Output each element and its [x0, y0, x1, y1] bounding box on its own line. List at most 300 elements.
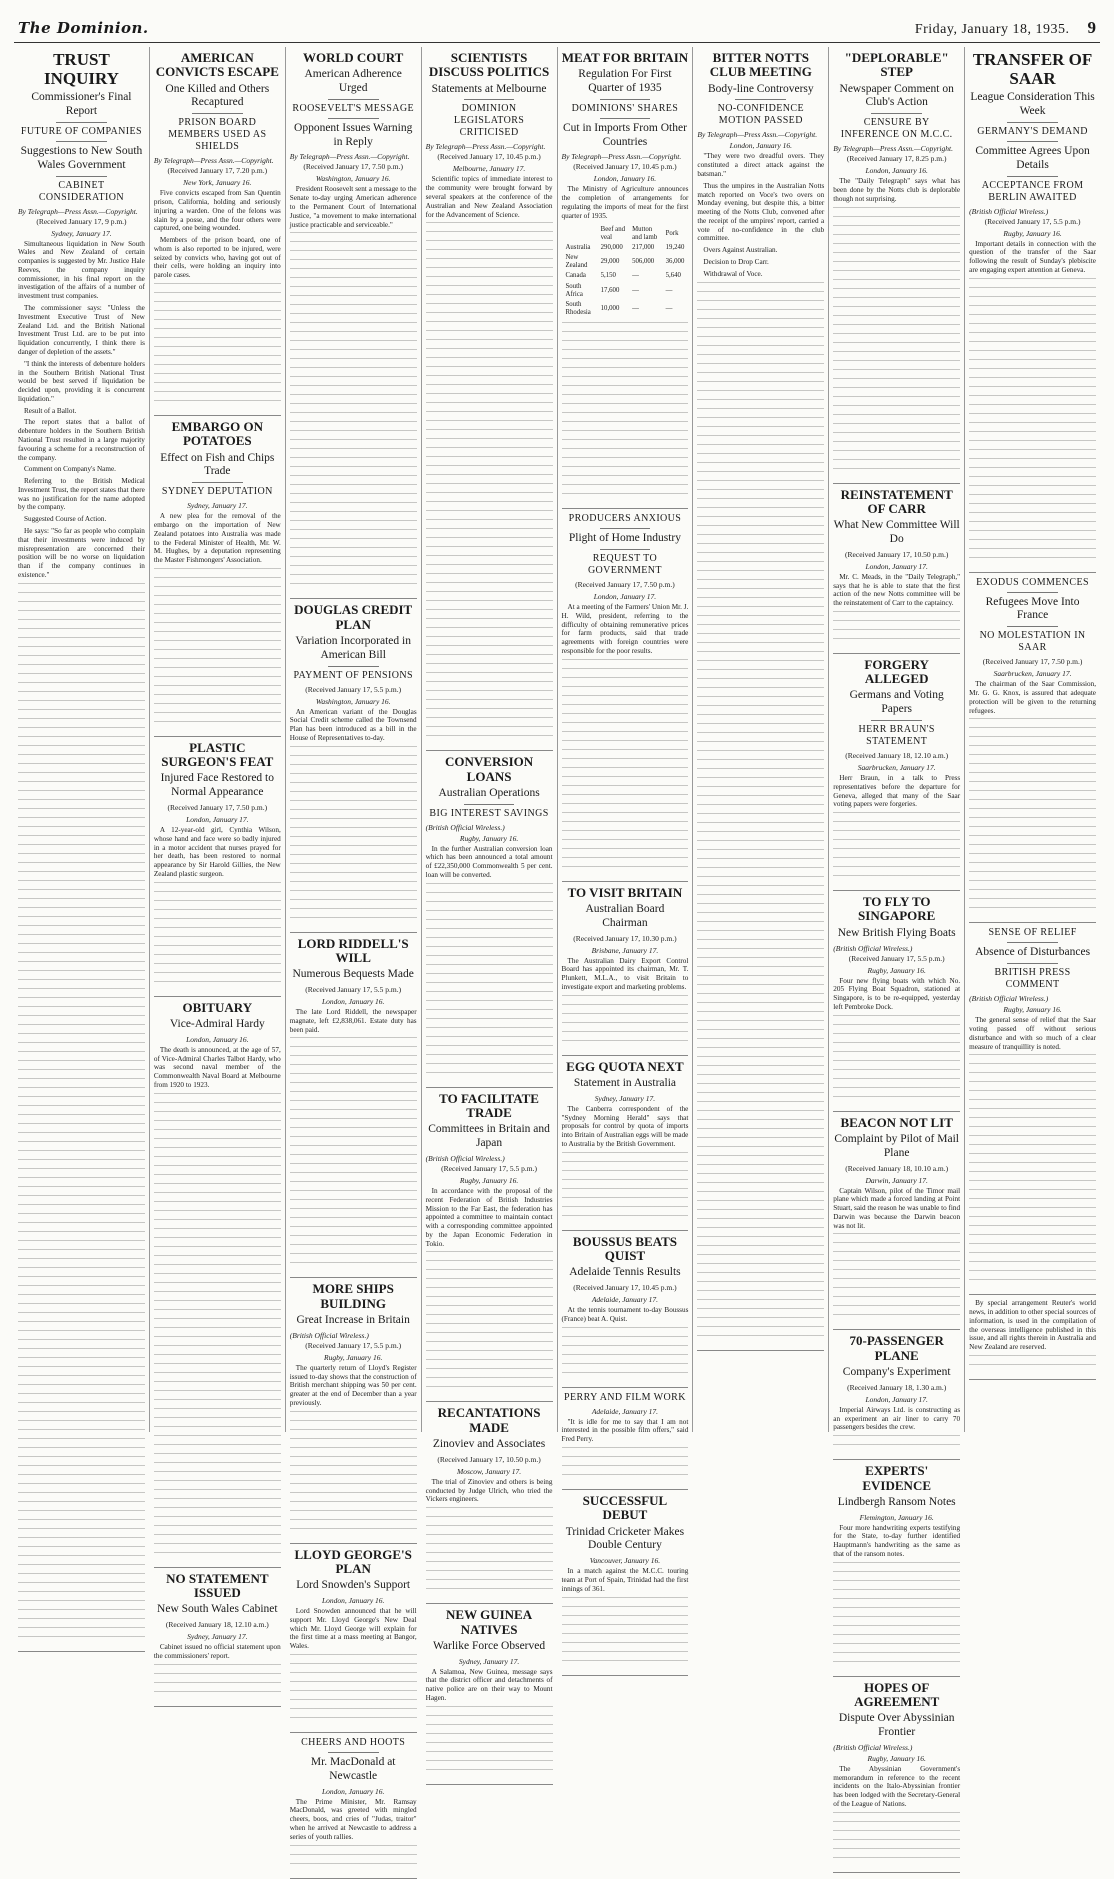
- article: [290, 1282, 417, 1543]
- wire-credit: By Telegraph—Press Assn.—Copyright.: [153, 156, 274, 166]
- divider-rule: [56, 141, 107, 142]
- article: [18, 51, 145, 1652]
- headline: FORGERY ALLEGED: [864, 656, 929, 687]
- subheadline: Opponent Issues Warning in Reply: [294, 121, 413, 148]
- dateline: Melbourne, January 17.: [452, 164, 526, 174]
- body-text-lines: [426, 883, 553, 1081]
- masthead: [14, 18, 1100, 43]
- subheadline: Refugees Move Into France: [985, 595, 1080, 622]
- received-time: (Received January 17, 5.5 p.m.): [984, 216, 1081, 226]
- divider-rule: [464, 99, 515, 100]
- headline: MEAT FOR BRITAIN: [561, 50, 689, 65]
- subheadline: Great Increase in Britain: [296, 1314, 410, 1327]
- article: [562, 1235, 689, 1388]
- headline: "DEPLORABLE" STEP: [844, 50, 949, 80]
- dateline: London, January 17.: [865, 561, 928, 571]
- subheadline: DOMINIONS' SHARES: [571, 102, 679, 114]
- article-paragraph: A new plea for the removal of the embargo on the importation of New Zealand potatoes into Australia was made to the Federal Minister of Health, Mr. W. M. Hughes, by a deputation representing the Master Fishmongers' Association.: [153, 512, 281, 565]
- dateline: Adelaide, January 17.: [591, 1406, 659, 1416]
- table-cell: Beef and veal: [600, 225, 625, 241]
- received-time: (Received January 17, 5.5 p.m.): [305, 684, 402, 694]
- divider-rule: [871, 720, 922, 721]
- table-cell: Australia: [565, 243, 591, 251]
- article: [562, 1392, 689, 1490]
- body-text-lines: [833, 1015, 960, 1105]
- received-time: (Received January 17, 5.5 p.m.): [305, 1340, 402, 1350]
- divider-rule: [1007, 963, 1058, 964]
- article-paragraph: Result of a Ballot.: [24, 406, 77, 415]
- table-cell: —: [665, 286, 673, 294]
- article-paragraph: The Canberra correspondent of the "Sydney Morning Herald" says that proposals for control by quota of imports into Britain of Australian eggs will be made to Australia by the British Government.: [561, 1104, 689, 1148]
- divider-rule: [328, 118, 379, 119]
- article: [562, 51, 689, 509]
- table-row: [564, 301, 687, 317]
- wire-credit: (British Official Wireless.): [969, 994, 1049, 1004]
- table-cell: 290,000: [600, 243, 623, 251]
- paper-title: The Dominion.: [18, 19, 149, 37]
- received-time: (Received January 17, 5.5 p.m.): [441, 1164, 537, 1173]
- subheadline: PAYMENT OF PENSIONS: [293, 669, 413, 681]
- article: [290, 1548, 417, 1733]
- headline: SUCCESSFUL DEBUT: [582, 1492, 668, 1523]
- body-text-lines: [154, 882, 281, 990]
- body-text-lines: [833, 1812, 960, 1866]
- subheadline: Australian Board Chairman: [585, 902, 665, 929]
- divider-rule: [1007, 626, 1058, 627]
- wire-credit: (British Official Wireless.): [969, 206, 1049, 216]
- subheadline: Warlike Force Observed: [433, 1639, 546, 1652]
- article-paragraph: President Roosevelt sent a message to the Senate to-day urging American adherence to the Permanent Court of International Justice, "a movement to make international justice practicable and serviceable.": [289, 185, 417, 229]
- headline: SCIENTISTS DISCUSS POLITICS: [428, 50, 550, 80]
- subheadline: League Consideration This Week: [970, 91, 1095, 118]
- dateline: Moscow, January 17.: [457, 1466, 522, 1476]
- table-cell: South Rhodesia: [565, 300, 591, 317]
- article-paragraph: He says: "So far as people who complain that their investments were induced by misrepresentation are concerned their position will be no worse on liquidation than if the company continues in existence.": [18, 527, 145, 579]
- subheadline: Dispute Over Abyssinian Frontier: [838, 1712, 955, 1739]
- article: [154, 420, 281, 737]
- wire-credit: By Telegraph—Press Assn.—Copyright.: [289, 152, 410, 162]
- subheadline: Mr. MacDonald at Newcastle: [310, 1756, 396, 1782]
- dateline: Rugby, January 16.: [867, 965, 926, 975]
- column: [693, 47, 829, 1432]
- wire-credit: (British Official Wireless.): [425, 822, 505, 832]
- table-cell: 19,240: [665, 243, 685, 251]
- table-cell: Pork: [665, 229, 679, 237]
- subheadline: DOMINION LEGISLATORS CRITICISED: [453, 103, 525, 139]
- dateline: Rugby, January 16.: [1003, 228, 1062, 238]
- body-text-lines: [154, 1664, 281, 1700]
- body-text-lines: [290, 1411, 417, 1537]
- subheadline: What New Committee Will Do: [833, 519, 960, 545]
- subheadline: HERR BRAUN'S STATEMENT: [858, 724, 935, 748]
- body-text-lines: [562, 1152, 689, 1224]
- headline: TRUST INQUIRY: [43, 50, 119, 88]
- headline: WORLD COURT: [303, 50, 404, 65]
- subheadline: Numerous Bequests Made: [292, 968, 414, 981]
- article-paragraph: The death is announced, at the age of 57, of Vice-Admiral Charles Talbot Hardy, who was second naval member of the Commonwealth Naval Board at Melbourne from 1920 to 1923.: [153, 1045, 281, 1089]
- table-row: [564, 283, 687, 299]
- subheadline: Committee Agrees Upon Details: [975, 144, 1090, 171]
- body-text-lines: [154, 283, 281, 409]
- subheadline: Zinoviev and Associates: [432, 1438, 546, 1451]
- received-time: (Received January 17, 10.30 p.m.): [573, 933, 677, 943]
- article-paragraph: The late Lord Riddell, the newspaper magnate, left £2,838,061. Estate duty has been paid.: [289, 1008, 417, 1034]
- subheadline: Statements at Melbourne: [431, 82, 547, 95]
- dateline: Rugby, January 16.: [459, 1176, 519, 1185]
- headline: NO STATEMENT ISSUED: [166, 1570, 269, 1601]
- article-paragraph: The chairman of the Saar Commission, Mr. G. G. Knox, is assured that adequate protection will be given to the returning refugees.: [969, 680, 1096, 715]
- table-cell: 5,150: [600, 272, 616, 280]
- table-cell: 506,000: [632, 258, 655, 266]
- article-paragraph: The quarterly return of Lloyd's Register issued to-day shows that the construction of British merchant shipping was 50 per cent. greater at the end of December than a year previously.: [289, 1363, 417, 1407]
- data-table: [562, 224, 689, 320]
- subheadline: Regulation For First Quarter of 1935: [578, 68, 672, 95]
- dateline: Sydney, January 17.: [458, 1656, 520, 1666]
- received-time: (Received January 18, 1.30 a.m.): [847, 1382, 947, 1392]
- headline: TO FACILITATE TRADE: [439, 1090, 539, 1121]
- article-paragraph: Overs Against Australian.: [703, 246, 778, 255]
- headline: LORD RIDDELL'S WILL: [297, 935, 409, 965]
- dateline: Sydney, January 17.: [594, 1093, 656, 1103]
- table-cell: South Africa: [565, 282, 583, 298]
- dateline: Flemington, January 16.: [859, 1512, 934, 1522]
- article: [426, 755, 553, 1088]
- headline: LLOYD GEORGE'S PLAN: [294, 1546, 412, 1577]
- headline: DOUGLAS CREDIT PLAN: [294, 602, 413, 632]
- subheadline: NO-CONFIDENCE MOTION PASSED: [717, 103, 804, 127]
- subheadline: BIG INTEREST SAVINGS: [429, 807, 549, 819]
- subheadline: CHEERS AND HOOTS: [301, 1737, 406, 1749]
- subheadline: Absence of Disturbances: [975, 946, 1091, 959]
- article-paragraph: "It is idle for me to say that I am not interested in the possible film offers," said Fred Perry.: [561, 1417, 689, 1444]
- body-text-lines: [562, 995, 689, 1049]
- article-paragraph: Four more handwriting experts testifying for the State, to-day further identified Hauptmann's handwriting as the same as that of the ransom notes.: [833, 1523, 961, 1558]
- headline: CONVERSION LOANS: [445, 754, 534, 784]
- headline: REINSTATEMENT OF CARR: [840, 486, 953, 516]
- wire-credit: By Telegraph—Press Assn.—Copyright.: [833, 144, 953, 154]
- body-text-lines: [290, 1845, 417, 1872]
- article: [290, 1737, 417, 1879]
- subheadline: PRISON BOARD MEMBERS USED AS SHIELDS: [168, 117, 267, 153]
- wire-credit: By Telegraph—Press Assn.—Copyright.: [18, 206, 138, 216]
- subheadline: Variation Incorporated in American Bill: [295, 634, 411, 661]
- article: [969, 51, 1096, 573]
- article: [969, 927, 1096, 1295]
- subheadline: PRODUCERS ANXIOUS: [568, 513, 682, 525]
- subheadline: New South Wales Cabinet: [157, 1603, 278, 1616]
- article: [833, 1334, 960, 1460]
- subheadline: Body-line Controversy: [707, 82, 814, 95]
- article: [833, 488, 960, 654]
- dateline: London, January 16.: [321, 1596, 385, 1606]
- dateline: Washington, January 16.: [315, 174, 391, 184]
- table-cell: 10,000: [600, 304, 620, 312]
- subheadline: FUTURE OF COMPANIES: [20, 125, 143, 137]
- body-text-lines: [833, 1233, 960, 1323]
- table-cell: 29,000: [600, 258, 620, 266]
- body-text-lines: [833, 1562, 960, 1670]
- table-row: [564, 226, 687, 242]
- article-paragraph: The Ministry of Agriculture announces the completion of arrangements for regulating the imports of meat for the first quarter of 1935.: [561, 185, 689, 220]
- body-text-lines: [969, 278, 1096, 566]
- dateline: Sydney, January 17.: [187, 501, 248, 511]
- article: [426, 51, 553, 751]
- subheadline: NO MOLESTATION IN SAAR: [979, 630, 1086, 654]
- subheadline: Statement in Australia: [573, 1076, 677, 1089]
- subheadline: Vice-Admiral Hardy: [169, 1018, 265, 1031]
- table-cell: —: [665, 304, 673, 312]
- article: [290, 937, 417, 1279]
- column: [558, 47, 694, 1593]
- received-time: (Received January 17, 9 p.m.): [36, 216, 127, 226]
- article-paragraph: "I think the interests of debenture holders in the Southern British National Trust would be best served if liquidation be decided upon, providing it is concurrent liquidation.": [18, 359, 145, 403]
- dateline: Rugby, January 16.: [867, 1753, 926, 1763]
- body-text-lines: [833, 207, 960, 477]
- table-cell: 17,600: [600, 286, 620, 294]
- divider-rule: [1007, 141, 1058, 142]
- subheadline: CENSURE BY INFERENCE ON M.C.C.: [840, 117, 953, 141]
- received-time: (Received January 17, 7.50 p.m.): [167, 803, 268, 813]
- article-paragraph: Referring to the British Medical Investment Trust, the report states that there was no justification for the name adopted by the company.: [18, 477, 145, 512]
- columns: [14, 47, 1100, 1841]
- dateline: London, January 16.: [593, 174, 657, 184]
- wire-credit: (British Official Wireless.): [289, 1330, 369, 1340]
- table-cell: Canada: [565, 272, 586, 280]
- body-text-lines: [426, 222, 553, 744]
- dateline: Darwin, January 17.: [865, 1175, 928, 1185]
- body-text-lines: [426, 1251, 553, 1395]
- subheadline: Lord Snowden's Support: [296, 1579, 411, 1592]
- dateline: London, January 17.: [865, 1394, 928, 1404]
- column: [14, 47, 150, 1432]
- subheadline: Plight of Home Industry: [568, 532, 681, 545]
- article: [426, 1092, 553, 1403]
- headline: NEW GUINEA NATIVES: [446, 1607, 533, 1637]
- body-text-lines: [290, 232, 417, 592]
- subheadline: Lindbergh Ransom Notes: [837, 1495, 956, 1508]
- article-paragraph: Decision to Drop Carr.: [703, 257, 769, 266]
- body-text-lines: [562, 1597, 689, 1669]
- dateline: London, January 17.: [186, 815, 249, 825]
- subheadline: Company's Experiment: [842, 1366, 951, 1379]
- received-time: (Received January 18, 12.10 a.m.): [165, 1620, 269, 1630]
- body-text-lines: [562, 1327, 689, 1381]
- divider-rule: [328, 99, 379, 100]
- article-paragraph: An American variant of the Douglas Social Credit scheme called the Townsend Plan has been introduced as a bill in the House of Representatives to-day.: [289, 707, 417, 742]
- table-cell: 36,000: [665, 258, 685, 266]
- body-text-lines: [969, 1054, 1096, 1288]
- body-text-lines: [18, 583, 145, 1645]
- article-paragraph: The Prime Minister, Mr. Ramsay MacDonald, was greeted with mingled cheers, boos, and cries of "Judas, traitor" when he arrived at Newcastle to address a series of youth rallies.: [289, 1797, 417, 1841]
- received-time: (Received January 17, 7.50 p.m.): [982, 657, 1083, 667]
- article-paragraph: The general sense of relief that the Saar voting passed off without serious disturbance and with so much of a clear measure of tranquillity is noted.: [969, 1016, 1096, 1051]
- body-text-lines: [426, 1706, 553, 1778]
- received-time: (Received January 17, 7.20 p.m.): [167, 166, 268, 176]
- table-row: [564, 272, 687, 280]
- article: [833, 1116, 960, 1331]
- divider-rule: [1007, 176, 1058, 177]
- headline: EGG QUOTA NEXT: [566, 1058, 684, 1074]
- divider-rule: [871, 113, 922, 114]
- article-paragraph: In the further Australian conversion loan which has been announced a total amount of £22,350,000 Commonwealth 5 per cent. loan will be converted.: [425, 844, 553, 880]
- article-paragraph: Imperial Airways Ltd. is constructing as an experiment an air liner to carry 70 passengers besides the crew.: [833, 1405, 961, 1432]
- divider-rule: [192, 482, 243, 483]
- wire-credit: (British Official Wireless.): [425, 1154, 505, 1163]
- headline: MORE SHIPS BUILDING: [312, 1281, 394, 1311]
- headline: HOPES OF AGREEMENT: [854, 1679, 940, 1710]
- subheadline: SYDNEY DEPUTATION: [161, 486, 273, 498]
- received-time: (Received January 18, 10.10 a.m.): [845, 1163, 949, 1173]
- article: [833, 895, 960, 1112]
- article-paragraph: The Abyssinian Government's memorandum in reference to the recent incidents on the Italo-Abyssinian frontier has been lodged with the Secretary-General of the League of Nations.: [833, 1764, 961, 1809]
- article: [562, 513, 689, 881]
- headline: EMBARGO ON POTATOES: [171, 419, 263, 449]
- article-paragraph: The report states that a ballot of debenture holders in the Southern British National Trust resulted in a large majority favouring a scheme for a reconstruction of the company.: [18, 418, 145, 462]
- article: [426, 1406, 553, 1604]
- received-time: (Received January 17, 10.45 p.m.): [573, 162, 677, 172]
- received-time: (Received January 17, 8.25 p.m.): [846, 154, 947, 164]
- subheadline: GERMANY'S DEMAND: [977, 125, 1088, 137]
- article: [969, 577, 1096, 924]
- dateline: Brisbane, January 17.: [591, 945, 659, 955]
- article: [290, 51, 417, 599]
- dateline: Saarbrucken, January 17.: [993, 669, 1072, 679]
- divider-rule: [600, 549, 651, 550]
- article-paragraph: Mr. C. Meads, in the "Daily Telegraph," says that he is able to state that the first action of the new Notts committee will be the reinstatement of Carr to the captaincy.: [833, 572, 961, 608]
- headline: EXPERTS' EVIDENCE: [862, 1463, 931, 1493]
- body-text-lines: [154, 1093, 281, 1561]
- subheadline: Committees in Britain and Japan: [428, 1123, 550, 1150]
- article-paragraph: Scientific topics of immediate interest to the community were brought forward by several speakers at the conference of the Australian and New Zealand Association for the Advancement of Science.: [425, 175, 553, 219]
- dateline: London, January 17.: [593, 591, 657, 601]
- subheadline: REQUEST TO GOVERNMENT: [587, 552, 662, 576]
- dateline: London, January 16.: [321, 997, 385, 1007]
- article: [154, 1572, 281, 1707]
- article: [154, 51, 281, 416]
- wire-credit: By Telegraph—Press Assn.—Copyright.: [425, 142, 546, 152]
- wire-credit: (British Official Wireless.): [833, 943, 913, 953]
- headline: BOUSSUS BEATS QUIST: [572, 1233, 678, 1263]
- table-cell: [564, 226, 597, 242]
- body-text-lines: [562, 659, 689, 875]
- headline: BEACON NOT LIT: [840, 1114, 953, 1130]
- dateline: Saarbrucken, January 17.: [857, 763, 936, 773]
- column: [965, 47, 1100, 1432]
- article-paragraph: The Australian Dairy Export Control Board has appointed its chairman, Mr. T. Plunkett, M.L.A., to visit Britain to investigate export and marketing problems.: [561, 956, 689, 991]
- headline: 70-PASSENGER PLANE: [849, 1333, 944, 1363]
- subheadline: Commissioner's Final Report: [31, 91, 132, 118]
- received-time: (Received January 17, 10.45 p.m.): [437, 152, 541, 162]
- article-paragraph: By special arrangement Reuter's world news, in addition to other special sources of information, is used in the compilation of the overseas intelligence published in this issue, and all rights therein in Australia and New Zealand are reserved.: [969, 1299, 1096, 1352]
- subheadline: Effect on Fish and Chips Trade: [160, 451, 275, 478]
- article: [833, 1464, 960, 1677]
- subheadline: New British Flying Boats: [837, 926, 956, 939]
- subheadline: BRITISH PRESS COMMENT: [994, 967, 1071, 991]
- article-paragraph: A Salamoa, New Guinea, message says that the district officer and detachments of native police are on their way to Mount Hagen.: [425, 1667, 553, 1702]
- table-cell: 217,000: [632, 243, 655, 251]
- article: [562, 1494, 689, 1676]
- article: [154, 1001, 281, 1568]
- divider-rule: [735, 99, 786, 100]
- dateline: Sydney, January 17.: [51, 228, 112, 238]
- table-cell: New Zealand: [565, 254, 588, 270]
- article-paragraph: A 12-year-old girl, Cynthia Wilson, whose hand and face were so badly injured in a motor accident that nurses prayed for her death, has been restored to normal appearance by Sir Harold Gillies, the New Zealand plastic surgeon.: [153, 826, 281, 878]
- dateline: London, January 16.: [865, 166, 928, 176]
- subheadline: EXODUS COMMENCES: [976, 576, 1089, 588]
- subheadline: ROOSEVELT'S MESSAGE: [292, 102, 414, 114]
- table-cell: —: [632, 272, 639, 280]
- column: [286, 47, 422, 1841]
- article: [969, 1299, 1096, 1380]
- headline: AMERICAN CONVICTS ESCAPE: [155, 50, 279, 80]
- received-time: (Received January 17, 10.45 p.m.): [573, 1283, 677, 1293]
- article: [833, 51, 960, 484]
- body-text-lines: [290, 746, 417, 926]
- table-cell: 5,640: [665, 272, 681, 280]
- subheadline: ACCEPTANCE FROM BERLIN AWAITED: [981, 179, 1084, 203]
- subheadline: Australian Operations: [438, 786, 540, 799]
- subheadline: SENSE OF RELIEF: [988, 927, 1077, 939]
- body-text-lines: [562, 1447, 689, 1483]
- headline: RECANTATIONS MADE: [437, 1405, 541, 1435]
- body-text-lines: [833, 611, 960, 647]
- wire-credit: By Telegraph—Press Assn.—Copyright.: [561, 152, 682, 162]
- dateline: Rugby, January 16.: [1003, 1005, 1062, 1015]
- article-paragraph: The trial of Zinoviev and others is being conducted by Judge Ulrich, who tried the Vickers engineers.: [425, 1477, 553, 1504]
- column: [422, 47, 558, 1702]
- divider-rule: [56, 122, 107, 123]
- body-text-lines: [562, 322, 689, 502]
- article: [562, 1060, 689, 1231]
- subheadline: Newspaper Comment on Club's Action: [839, 82, 954, 109]
- divider-rule: [56, 176, 107, 177]
- table-row: [564, 254, 687, 270]
- article-paragraph: Four new flying boats with which No. 205 Flying Boat Squadron, stationed at Singapore, is to be re-equipped, yesterday left Pembroke Dock.: [833, 976, 961, 1011]
- subheadline: American Adherence Urged: [304, 68, 402, 95]
- article-paragraph: Captain Wilson, pilot of the Timor mail plane which made a forced landing at Point Stuart, said the reason he was unable to find Darwin was because the Darwin beacon was not lit.: [833, 1186, 961, 1230]
- received-time: (Received January 17, 10.50 p.m.): [845, 549, 949, 559]
- table-cell: Mutton and lamb: [632, 225, 658, 241]
- body-text-lines: [969, 718, 1096, 916]
- body-text-lines: [969, 1355, 1096, 1373]
- body-text-lines: [426, 1507, 553, 1597]
- page-number: 9: [1087, 18, 1096, 37]
- body-text-lines: [833, 812, 960, 884]
- body-text-lines: [154, 568, 281, 730]
- article-paragraph: Thus the umpires in the Australian Notts match reported on Voce's two overs on Monday evening, but despite this, a bitter meeting of the Notts Club, convened after the receipt of the umpires' report, carried a vote of no-confidence in the club committee.: [697, 181, 825, 243]
- article-paragraph: Comment on Company's Name.: [24, 465, 116, 474]
- article-paragraph: Lord Snowden announced that he will support Mr. Lloyd George's New Deal which Mr. Lloyd George will explain for the first time at a mass meeting at Bangor, Wales.: [289, 1607, 417, 1651]
- subheadline: CABINET CONSIDERATION: [38, 179, 125, 203]
- article-paragraph: At a meeting of the Farmers' Union Mr. J. H. Wild, president, referring to the difficulty of obtaining remunerative prices for farm products, said that trade agreements with foreign countries were responsible for the poor results.: [561, 602, 689, 655]
- article-paragraph: Five convicts escaped from San Quentin prison, California, holding and seriously injuring a warden. One of the felons was slain by a posse, and the four others were captured, one being wounded.: [153, 189, 281, 233]
- body-text-lines: [833, 1435, 960, 1453]
- subheadline: Injured Face Restored to Normal Appearance: [160, 772, 274, 799]
- subheadline: Complaint by Pilot of Mail Plane: [834, 1132, 959, 1159]
- subheadline: Germans and Voting Papers: [849, 689, 944, 716]
- divider-rule: [192, 113, 243, 114]
- column: [150, 47, 286, 1660]
- article: [154, 741, 281, 997]
- article-paragraph: Suggested Course of Action.: [24, 515, 107, 524]
- table-row: [564, 244, 687, 252]
- divider-rule: [600, 528, 651, 529]
- article-paragraph: Cabinet issued no official statement upon the commissioners' report.: [153, 1643, 281, 1660]
- article: [697, 51, 824, 1351]
- article: [833, 1681, 960, 1873]
- divider-rule: [600, 99, 651, 100]
- article-paragraph: At the tennis tournament to-day Boussus (France) beat A. Quist.: [561, 1306, 689, 1323]
